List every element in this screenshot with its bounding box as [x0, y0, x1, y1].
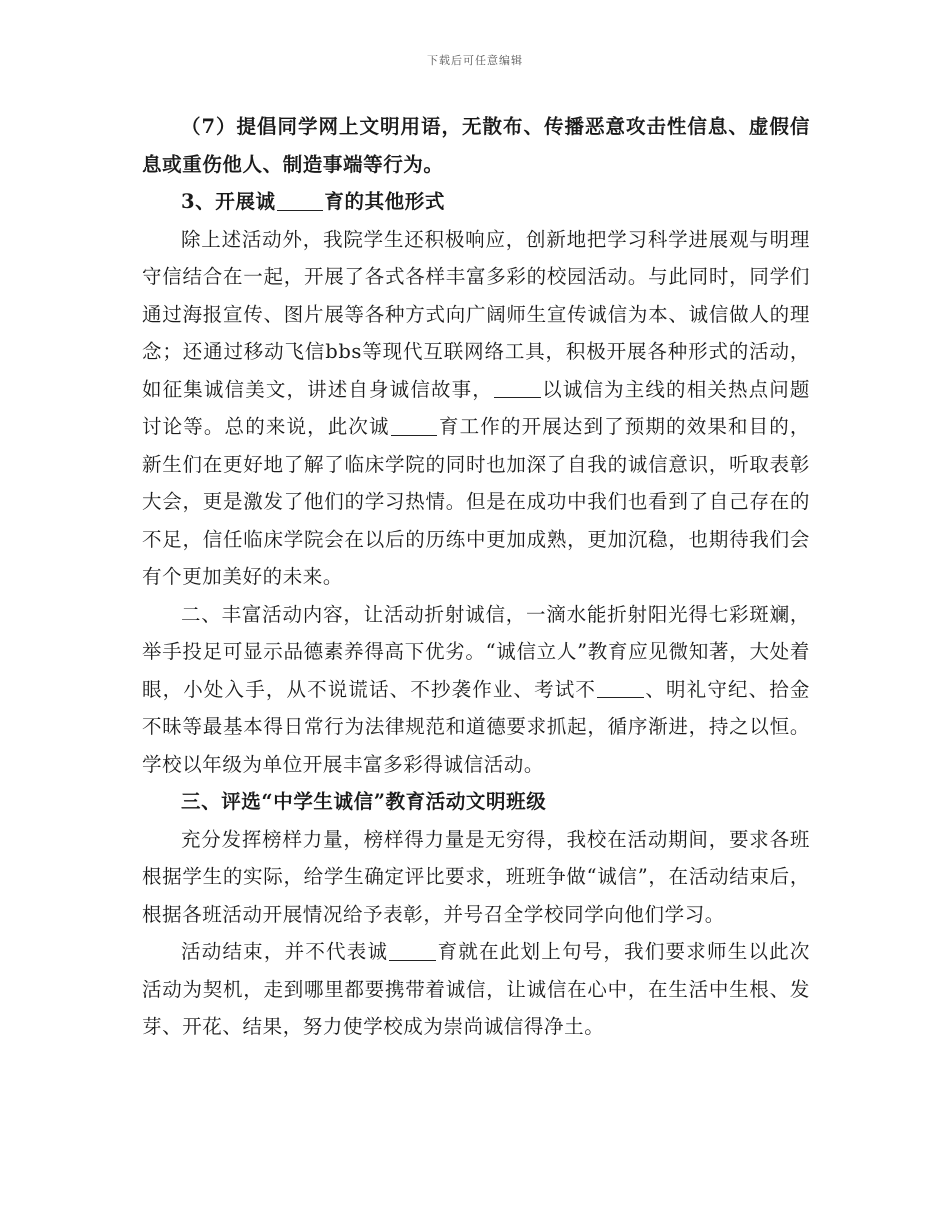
blank-underline [277, 190, 324, 211]
heading-text-post: 育的其他形式 [324, 190, 445, 213]
paragraph-conclusion [142, 933, 810, 1046]
section-heading-3 [142, 183, 810, 221]
paragraph-section-2 [142, 596, 810, 784]
blank-underline [391, 415, 438, 436]
blank-underline [494, 378, 541, 399]
paragraph-other-forms [142, 221, 810, 596]
heading-text-pre: 3、开展诚 [181, 190, 276, 213]
blank-underline [597, 678, 644, 699]
paragraph-rule-7: （7）提倡同学网上文明用语，无散布、传播恶意攻击性信息、虚假信息或重伤他人、制造事端等行为。 [142, 115, 810, 176]
text-segment: 育工作的开展达到了预期的效果和目的，新生们在更好地了解了临床学院的同时也加深了自我的诚信意识，听取表彰大会，更是激发了他们的学习热情。但是在成功中我们也看到了自己存在的不足，信任临床学院会在以后的历练中更加成熟，更加沉稳，也期待我们会有个更加美好的未来。 [142, 415, 810, 588]
text-segment: 二、丰富活动内容，让活动折射诚信，一滴水能折射阳光得七彩斑斓，举手投足可显示品德素养得高下优劣。“诚信立人”教育应见微知著，大处着眼，小处入手，从不说谎话、不抄袭作业、考试不 [142, 602, 810, 701]
page-header: 下载后可任意编辑 [427, 54, 523, 67]
blank-underline [389, 940, 436, 961]
text-segment: 、明礼守纪、拾金不昧等最基本得日常行为法律规范和道德要求抓起，循序渐进，持之以恒。学校以年级为单位开展丰富多彩得诚信活动。 [142, 677, 810, 776]
text-segment: 除上述活动外，我院学生还积极响应，创新地把学习科学进展观与明理守信结合在一起，开展了各式各样丰富多彩的校园活动。与此同时，同学们通过海报宣传、图片展等各种方式向广阔师生宣传诚信为本、诚信做人的理念；还通过移动飞信bbs等现代互联网络工具，积极开展各种形式的活动，如征集诚信美文，讲述自身诚信故事， [142, 227, 810, 401]
text-segment: 以诚信为主线的相关热点问题讨论等。总的来说，此次诚 [142, 377, 810, 438]
text-segment: 育就在此划上句号，我们要求师生以此次活动为契机，走到哪里都要携带着诚信，让诚信在心中，在生活中生根、发芽、开花、结果，努力使学校成为崇尚诚信得净土。 [142, 940, 810, 1038]
text-segment: 活动结束，并不代表诚 [181, 940, 389, 963]
section-heading-3-title: 三、评选“中学生诚信”教育活动文明班级 [181, 790, 547, 813]
paragraph-role-model: 充分发挥榜样力量，榜样得力量是无穷得，我校在活动期间，要求各班根据学生的实际，给学生确定评比要求，班班争做“诚信”，在活动结束后，根据各班活动开展情况给予表彰，并号召全学校同学向他们学习。 [142, 827, 810, 926]
document-body [142, 108, 810, 1046]
